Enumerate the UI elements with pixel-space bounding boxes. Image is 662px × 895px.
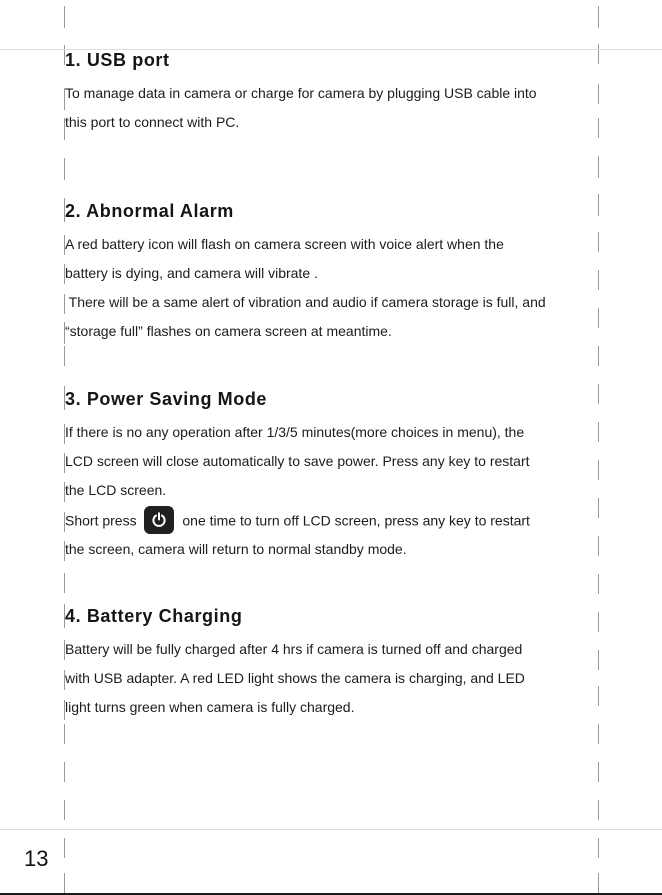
section-battery-line-3: light turns green when camera is fully charged. — [65, 699, 355, 715]
section-alarm-line-1: A red battery icon will flash on camera screen with voice alert when the — [65, 236, 504, 252]
section-power-short-press-line — [65, 508, 530, 536]
section-alarm-line-4: “storage full” flashes on camera screen at meantime. — [65, 323, 392, 339]
section-usb-line-1: To manage data in camera or charge for camera by plugging USB cable into — [65, 85, 537, 101]
section-title-power-saving: 3. Power Saving Mode — [65, 389, 268, 409]
power-icon — [144, 506, 174, 534]
page-number: 13 — [24, 846, 49, 871]
section-title-usb-port: 1. USB port — [65, 50, 170, 70]
section-power-line-3: the LCD screen. — [65, 482, 167, 498]
section-power-line-2: LCD screen will close automatically to save power. Press any key to restart — [65, 453, 530, 469]
section-title-battery-charging: 4. Battery Charging — [65, 606, 243, 626]
short-press-continued-text: one time to turn off LCD screen, press any key to restart — [182, 512, 530, 529]
section-power-line-5: the screen, camera will return to normal standby mode. — [65, 541, 407, 557]
guide-line-bottom — [0, 829, 662, 830]
section-battery-line-1: Battery will be fully charged after 4 hrs if camera is turned off and charged — [65, 641, 523, 657]
short-press-text: Short press — [65, 512, 137, 529]
section-power-line-1: If there is no any operation after 1/3/5 minutes(more choices in menu), the — [65, 424, 525, 440]
section-battery-line-2: with USB adapter. A red LED light shows the camera is charging, and LED — [65, 670, 525, 686]
section-alarm-line-2: battery is dying, and camera will vibrate . — [65, 265, 318, 281]
section-alarm-line-3: There will be a same alert of vibration and audio if camera storage is full, and — [65, 294, 546, 310]
section-title-abnormal-alarm: 2. Abnormal Alarm — [65, 201, 234, 221]
section-usb-line-2: this port to connect with PC. — [65, 114, 240, 130]
